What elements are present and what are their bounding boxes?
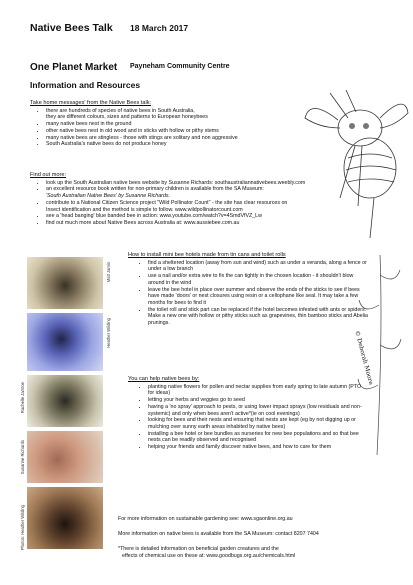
photo-bee-on-flower [27, 375, 103, 427]
list-item: • many native bees nest in the ground [46, 121, 330, 128]
find-out-section [30, 172, 375, 227]
list-item: • South Australia's native bees do not produce honey [46, 141, 330, 148]
venue-name: Payneham Community Centre [130, 63, 230, 70]
photo-credit: Susanne Richards [20, 440, 25, 475]
photo-bee-on-finger [27, 431, 103, 483]
photo-ground-nest [27, 487, 103, 549]
list-item: • helping your friends and family discover native bees, and how to care for them [148, 444, 368, 451]
list-item: • letting your herbs and veggies go to seed [148, 397, 368, 404]
help-section [128, 376, 368, 451]
list-item: • find a sheltered location (away from sun and wind) such as under a veranda, along a fence or under a low branch [148, 260, 368, 273]
list-item: • having a 'no spray' approach to pests, or using lower impact sprays (low residuals and non-systemic) and only when bees aren't active*(ie on cool evenings) [148, 404, 368, 417]
list-item: 'South Australian Native Bees' by Susanne Richards. [46, 193, 171, 200]
footer-gardening: For more information on sustainable gardening see: www.sgaonline.org.au [118, 516, 293, 522]
list-item: • an excellent resource book written for non-primary children is available from the SA Museum: [46, 186, 375, 193]
install-heading: How to install mini bee hotels made from tin cans and toilet rolls [128, 252, 286, 258]
list-item: • use a nail and/or extra wire to fix the can tightly in the chosen location - it shouldn't blow around in the wind [148, 273, 368, 286]
artist-signature: © Deborah Moore [353, 330, 375, 386]
footer-goodbugs-1: *There is detailed information on beneficial garden creatures and the [118, 546, 279, 552]
list-item: • there are hundreds of species of native bees in South Australia, [46, 108, 330, 115]
list-item: they are different colours, sizes and patterns to European honeybees [46, 114, 208, 121]
list-item: • installing a bee hotel or bee bundles as nurseries for new bee populations and so that bee nests can be readily observed and recognised [148, 431, 368, 444]
photo-bee-closeup [27, 257, 103, 309]
market-name: One Planet Market [30, 62, 118, 73]
install-section [128, 252, 368, 327]
list-item: • the toilet roll and stick part can be replaced if the hotel becomes infested with ants or spiders. Make a new one with hollow or pithy sticks such as grapevines, thin bamboo sticks and Abelia prunings. [148, 307, 368, 327]
list-item: • many native bees are stingless - those with stings are solitary and non aggressive [46, 135, 330, 142]
find-out-heading: Find out more: [30, 172, 67, 178]
list-item: • other native bees nest in old wood and in sticks with hollow or pithy stems [46, 128, 330, 135]
photo-credit: Rachelle Jamtoe [20, 382, 25, 414]
take-home-heading: Take home messages' from the Native Bees talk: [30, 100, 152, 106]
photo-credit: Matt Jarvis [106, 262, 111, 283]
list-item: • leave the bee hotel in place over summer and observe the ends of the sticks to see if bees have made 'doors' or nest closures using resin or a cellophane like seal. It may take a few months for bees to find it [148, 287, 368, 307]
take-home-section [30, 100, 330, 148]
help-heading: You can help native bees by: [128, 376, 200, 382]
event-date: 18 March 2017 [130, 23, 189, 33]
list-item: • looking for bees and their nests and ensuring that nests are kept (eg by not digging up or mulching over sunny earth areas inhabited by native bees) [148, 417, 368, 430]
list-item: Insect identification and the method is simple to follow. www.wildpollinatorcount.com [46, 206, 243, 213]
section-title: Information and Resources [30, 80, 141, 90]
list-item: • find out much more about Native Bees across Australia at: www.aussiebee.com.au [46, 220, 375, 227]
photo-blue-flower-bee [27, 313, 103, 371]
list-item: • see a 'head banging' blue banded bee in action: www.youtube.com/watch?v=4SmdVfVZ_Lw [46, 213, 375, 220]
photo-credit: Heather Wilding [106, 318, 111, 348]
list-item: • look up the South Australian native bees website by Susanne Richards: southaustraliannativebees.weebly.com [46, 180, 375, 187]
photo-credit: Photos: Heather Wilding [20, 505, 25, 551]
page-title: Native Bees Talk [30, 22, 113, 34]
footer-museum: More information on native bees is available from the SA Museum: contact 8207 7404 [118, 531, 319, 537]
list-item: • contribute to a National Citizen Science project "Wild Pollinator Count" - the site has clear resources on [46, 200, 375, 207]
footer-goodbugs-2: effects of chemical use on these at: www.goodbugs.org.au/chemicals.html [122, 553, 296, 559]
list-item: • planting native flowers for pollen and nectar supplies from early spring to late autumn (PTO for ideas) [148, 384, 368, 397]
